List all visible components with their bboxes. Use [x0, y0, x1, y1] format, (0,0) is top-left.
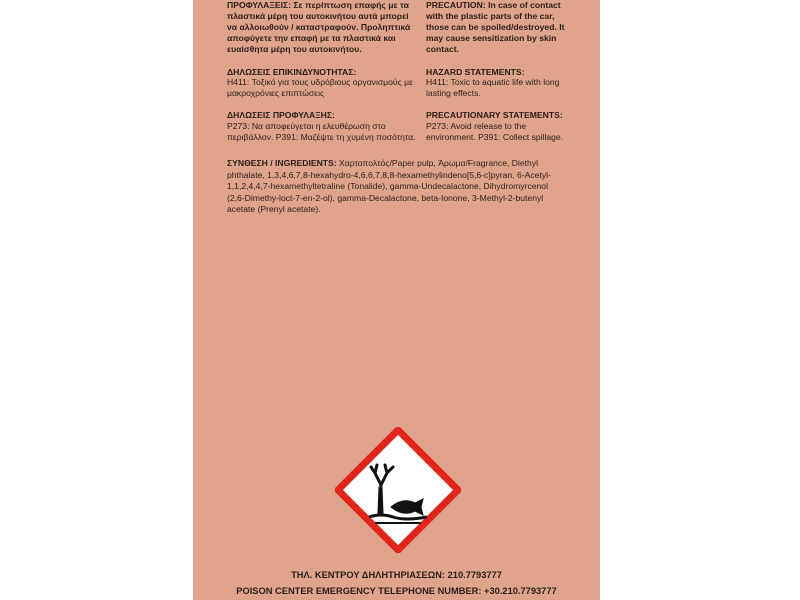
english-precaution: PRECAUTION: In case of contact with the plastic parts of the car, those can be spoiled/destroyed. It may cause sensitization by skin contact.	[426, 0, 565, 54]
greek-hazard-text: H411: Τοξικό για τους υδρόβιους οργανισμούς με μακροχρόνιες επιπτώσεις	[227, 77, 413, 98]
poison-center-greek: ΤΗΛ. ΚΕΝΤΡΟΥ ΔΗΛΗΤΗΡΙΑΣΕΩΝ: 210.7793777	[291, 570, 502, 580]
english-precautionary-text: P273: Avoid release to the environment. P391: Collect spillage.	[426, 121, 564, 142]
product-label	[193, 0, 600, 600]
english-precautionary-heading: PRECAUTIONARY STATEMENTS:	[426, 110, 563, 120]
greek-precautionary-text: P273: Να αποφεύγεται η ελευθέρωση στο περιβάλλον. P391: Μαζέψτε τη χυμένη ποσότητα.	[227, 121, 416, 142]
english-hazard-text: H411: Toxic to aquatic life with long lasting effects.	[426, 77, 560, 98]
poison-center-english: POISON CENTER EMERGENCY TELEPHONE NUMBER: +30.210.7793777	[236, 586, 557, 596]
greek-precaution: ΠΡΟΦΥΛΑΞΕΙΣ: Σε περίπτωση επαφής με τα πλαστικά μέρη του αυτοκινήτου αυτά μπορεί να αλλοιωθούν / καταστραφούν. Προληπτικά αποφύγετε την επαφή με τα πλαστικά και ευαίσθητα μέρη του αυτοκινήτου.	[227, 0, 411, 54]
ingredients-label: ΣΥΝΘΕΣΗ / INGREDIENTS:	[227, 158, 337, 168]
greek-precautionary-heading: ΔΗΛΩΣΕΙΣ ΠΡΟΦΥΛΑΞΗΣ:	[227, 110, 335, 120]
ghs-environment-hazard-icon	[335, 427, 461, 553]
english-hazard-heading: HAZARD STATEMENTS:	[426, 67, 525, 77]
ingredients-block	[227, 158, 567, 216]
greek-hazard-heading: ΔΗΛΩΣΕΙΣ ΕΠΙΚΙΝΔΥΝΟΤΗΤΑΣ:	[227, 67, 357, 77]
ingredients-text: Χαρτοπολτός/Paper pulp, Άρωμα/Fragrance, Diethyl phthalate, 1,3,4,6,7,8-hexahydro-4,6,6,7,8,8-hexamethylindeno[5,6-c]pyran, 6-Acetyl-1,1,2,4,4,7-hexamethyltetraline (Tonalide), gamma-Undecalactone, Dihydromyrcenol (2,6-Dimethy-loct-7-en-2-ol), gamma-Decalactone, beta-Ionone, 3-Methyl-2-butenyl acetate (Prenyl acetate).	[227, 158, 551, 214]
